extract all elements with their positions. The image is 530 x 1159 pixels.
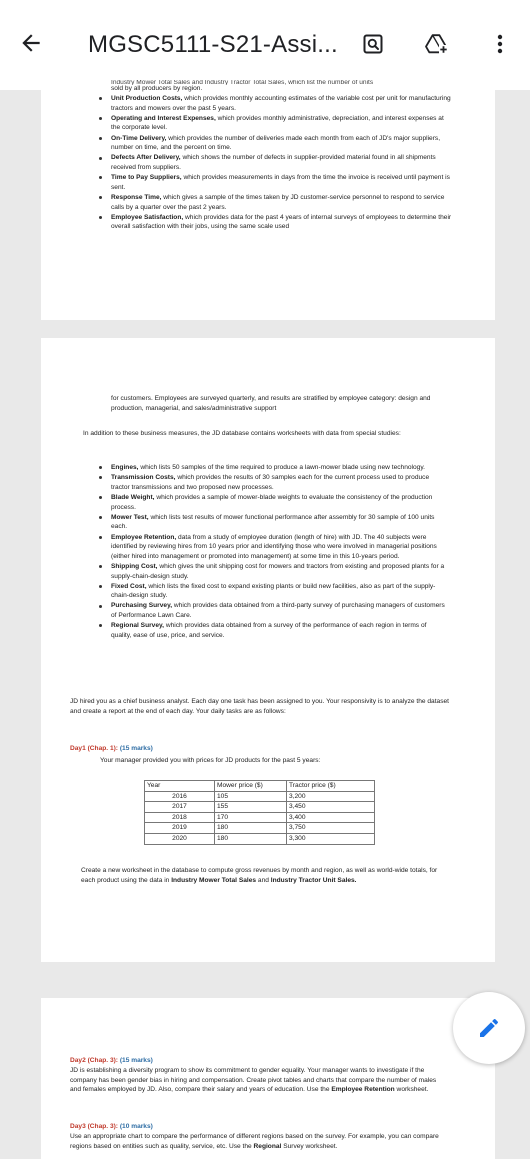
day2-heading	[70, 1056, 153, 1066]
hired-paragraph: JD hired you as a chief business analyst. Each day one task has been assigned to you. Your responsivity is to analyze the dataset and create a report at the end of each day. Your daily tasks are as follows:	[70, 698, 450, 715]
table-header-row	[145, 781, 375, 792]
price-table	[144, 780, 375, 845]
list-item: Mower Test, which lists test results of mower functional performance after assembly for 30 sample of 100 units each.	[97, 513, 445, 532]
list-item: Purchasing Survey, which provides data obtained from a third-party survey of purchasing managers of customers of Performance Lawn Care.	[97, 601, 445, 620]
document-page-2	[41, 338, 495, 962]
special-studies-list	[97, 463, 445, 641]
list-item: Regional Survey, which provides data obtained from a survey of the performance of each region in terms of quality, ease of use, price, and service.	[97, 621, 445, 640]
list-item: Shipping Cost, which gives the unit shipping cost for mowers and tractors from existing and proposed plants for a supply-chain-design study.	[97, 562, 445, 581]
create-worksheet-text: Create a new worksheet in the database to compute gross revenues by month and region, as well as world-wide totals, for each product using the data in Industry Mower Total Sales and Industry Tractor Unit Sales.	[81, 867, 438, 884]
table-cell: 170	[215, 812, 287, 823]
day2-text: JD is establishing a diversity program to show its commitment to gender equality. Your manager wants to investigate if the company has been gender bias in hiring and compensation. Create pivot tables and charts that compare the number of males and females employed by JD. Also, compare their salary and years of education. Use the Employee Retention worksheet.	[70, 1067, 437, 1094]
table-cell: 2018	[145, 812, 215, 823]
more-vert-icon[interactable]	[488, 32, 512, 56]
table-cell: 2017	[145, 802, 215, 813]
edit-fab-button[interactable]	[453, 992, 525, 1064]
edit-pencil-icon	[477, 1016, 501, 1040]
document-title: MGSC5111-S21-Assi...	[88, 31, 338, 58]
table-header-cell: Year	[145, 781, 215, 792]
day2-label: Day2 (Chap. 3):	[70, 1057, 118, 1064]
list-item: Fixed Cost, which lists the fixed cost to expand existing plants or build new facilities, also as part of the supply-chain-design study.	[97, 582, 445, 601]
special-studies-intro: In addition to these business measures, the JD database contains worksheets with data from special studies:	[83, 430, 401, 437]
add-to-drive-icon[interactable]	[424, 32, 448, 56]
table-cell: 2016	[145, 791, 215, 802]
table-cell: 155	[215, 802, 287, 813]
table-cell: 2019	[145, 823, 215, 834]
table-cell: 3,400	[287, 812, 375, 823]
day3-heading	[70, 1122, 153, 1132]
table-cell: 3,450	[287, 802, 375, 813]
table-cell: 105	[215, 791, 287, 802]
list-item: Engines, which lists 50 samples of the time required to produce a lawn-mower blade using new technology.	[97, 463, 445, 473]
app-bar	[0, 0, 530, 90]
day1-text: Your manager provided you with prices for JD products for the past 5 years:	[100, 757, 321, 764]
day3-label: Day3 (Chap. 3):	[70, 1123, 118, 1130]
day2-marks: (15 marks)	[119, 1057, 153, 1064]
day1-marks: (15 marks)	[119, 745, 153, 752]
table-cell: 3,300	[287, 833, 375, 844]
list-item: Transmission Costs, which provides the results of 30 samples each for the current process used to produce tractor transmissions and two proposed new processes.	[97, 473, 445, 492]
table-header-cell: Mower price ($)	[215, 781, 287, 792]
paragraph-continuation: for customers. Employees are surveyed quarterly, and results are stratified by employee category: design and production, managerial, and sales/administrative support	[111, 395, 431, 412]
day1-label: Day1 (Chap. 1):	[70, 745, 118, 752]
business-measures-list	[97, 94, 453, 232]
list-item: Time to Pay Suppliers, which provides measurements in days from the time the invoice is received until payment is sent.	[97, 173, 453, 192]
table-row	[145, 823, 375, 834]
document-page-3	[41, 998, 495, 1159]
table-row	[145, 791, 375, 802]
list-item: Employee Satisfaction, which provides data for the past 4 years of internal surveys of employees to determine their overall satisfaction with their jobs, using the same scale used	[97, 213, 453, 232]
list-item: Unit Production Costs, which provides monthly accounting estimates of the variable cost per unit for manufacturing tractors and mowers over the past 5 years.	[97, 94, 453, 113]
table-cell: 180	[215, 833, 287, 844]
table-cell: 3,200	[287, 791, 375, 802]
arrow-back-icon[interactable]	[18, 30, 44, 56]
day3-marks: (10 marks)	[119, 1123, 153, 1130]
table-header-cell: Tractor price ($)	[287, 781, 375, 792]
table-cell: 2020	[145, 833, 215, 844]
list-item: Defects After Delivery, which shows the number of defects in supplier-provided material found in all shipments received from suppliers.	[97, 153, 453, 172]
list-item: On-Time Delivery, which provides the number of deliveries made each month from each of JD's major suppliers, number on time, and the percent on time.	[97, 134, 453, 153]
day1-heading	[70, 744, 153, 754]
list-item: Blade Weight, which provides a sample of mower-blade weights to evaluate the consistency of the production process.	[97, 493, 445, 512]
document-page-1	[41, 80, 495, 320]
clipped-line: Industry Mower Total Sales and Industry Tractor Total Sales, which list the number of units	[111, 80, 374, 85]
list-item: Employee Retention, data from a study of employee duration (length of hire) with JD. The 40 subjects were identified by reviewing hires from 10 years prior and identifying those who were involved in managerial positions (either hired into management or promoted into management) at some time in this 10-years period.	[97, 533, 445, 562]
table-cell: 3,750	[287, 823, 375, 834]
list-item: Operating and Interest Expenses, which provides monthly administrative, depreciation, and interest expenses at the corporate level.	[97, 114, 453, 133]
table-row	[145, 802, 375, 813]
page1-cont-line: sold by all producers by region.	[111, 85, 203, 92]
search-in-document-icon[interactable]	[361, 32, 385, 56]
table-cell: 180	[215, 823, 287, 834]
table-row	[145, 833, 375, 844]
day3-text: Use an appropriate chart to compare the performance of different regions based on the survey. For example, you can compare regions based on entities such as quality, service, etc. Use the Regional Survey worksheet.	[70, 1133, 439, 1150]
table-row	[145, 812, 375, 823]
list-item: Response Time, which gives a sample of the times taken by JD customer-service personnel to respond to service calls by a quarter over the past 2 years.	[97, 193, 453, 212]
